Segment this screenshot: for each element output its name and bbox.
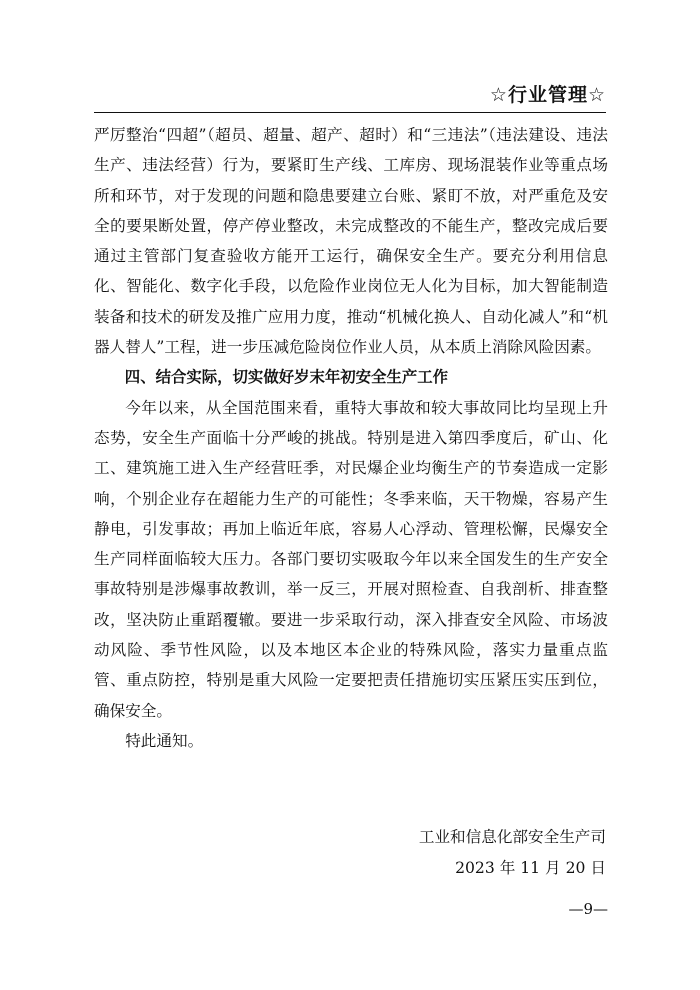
section-title: ☆行业管理☆: [489, 84, 606, 106]
closing-line: 特此通知。: [125, 731, 204, 750]
section-heading: 四、结合实际，切实做好岁末年初安全生产工作: [124, 368, 449, 387]
signature-block: [419, 822, 606, 883]
document-body: [94, 120, 608, 756]
body-paragraph-section4: 今年以来，从全国范围来看，重特大事故和较大事故同比均呈现上升态势，安全生产面临十分严峻的挑战。特别是进入第四季度后，矿山、化工、建筑施工进入生产经营旺季，对民爆企业均衡生产的节奏造成一定影响，个别企业存在超能力生产的可能性；冬季来临，天干物燥，容易产生静电，引发事故；再加上临近年底，容易人心浮动、管理松懈，民爆安全生产同样面临较大压力。各部门要切实吸取今年以来全国发生的生产安全事故特别是涉爆事故教训，举一反三，开展对照检查、自我剖析、排查整改，坚决防止重蹈覆辙。要进一步采取行动，深入排查安全风险、市场波动风险、季节性风险，以及本地区本企业的特殊风险，落实力量重点监管、重点防控，特别是重大风险一定要把责任措施切实压紧压实压到位，确保安全。: [94, 398, 608, 720]
body-paragraph-continuation: 严厉整治“四超”（超员、超量、超产、超时）和“三违法”（违法建设、违法生产、违法经营）行为，要紧盯生产线、工库房、现场混装作业等重点场所和环节，对于发现的问题和隐患要建立台账、紧盯不放，对严重危及安全的要果断处置，停产停业整改，未完成整改的不能生产，整改完成后要通过主管部门复查验收方能开工运行，确保安全生产。要充分利用信息化、智能化、数字化手段，以危险作业岗位无人化为目标，加大智能制造装备和技术的研发及推广应用力度，推动“机械化换人、自动化减人”和“机器人替人”工程，进一步压减危险岗位作业人员，从本质上消除风险因素。: [94, 126, 608, 357]
page-number: —9—: [568, 900, 608, 918]
issue-date: 2023 年 11 月 20 日: [455, 858, 606, 877]
header-divider: [94, 112, 606, 113]
issuing-organization: 工业和信息化部安全生产司: [418, 828, 606, 846]
